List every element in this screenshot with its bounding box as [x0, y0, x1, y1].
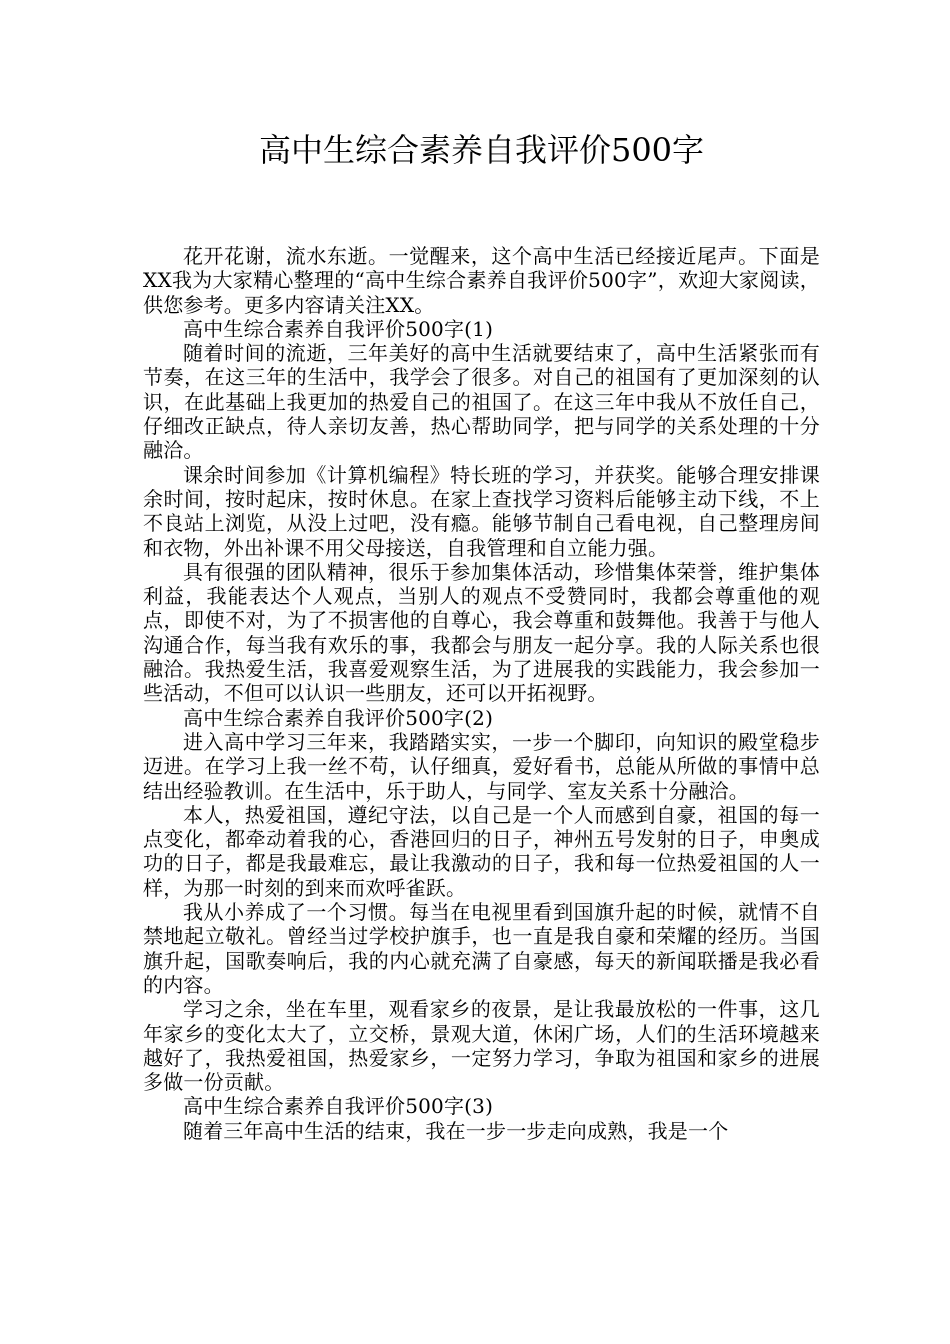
section-heading-3: 高中生综合素养自我评价500字(3) [183, 1094, 494, 1119]
body-paragraph: 课余时间参加《计算机编程》特长班的学习，并获奖。能够合理安排课余时间，按时起床，按时休息。在家上查找学习资料后能够主动下线，不上不良站上浏览，从没上过吧，没有瘾。能够节制自己看电视，自己整理房间和衣物，外出补课不用父母接送，自我管理和自立能力强。 [143, 462, 820, 560]
body-paragraph: 随着三年高中生活的结束，我在一步一步走向成熟，我是一个 [183, 1118, 729, 1143]
section-heading-2: 高中生综合素养自我评价500字(2) [183, 705, 494, 730]
body-paragraph: 随着时间的流逝，三年美好的高中生活就要结束了，高中生活紧张而有节奏，在这三年的生活中，我学会了很多。对自己的祖国有了更加深刻的认识，在此基础上我更加的热爱自己的祖国了。在这三年中我从不放任自己，仔细改正缺点，待人亲切友善，热心帮助同学，把与同学的关系处理的十分融洽。 [143, 341, 820, 463]
body-paragraph: 本人，热爱祖国，遵纪守法，以自己是一个人而感到自豪，祖国的每一点变化，都牵动着我的心，香港回归的日子，神州五号发射的日子，申奥成功的日子，都是我最难忘，最让我激动的日子，我和每一位热爱祖国的人一样，为那一时刻的到来而欢呼雀跃。 [143, 802, 820, 900]
section-heading-1: 高中生综合素养自我评价500字(1) [183, 316, 494, 341]
body-paragraph: 具有很强的团队精神，很乐于参加集体活动，珍惜集体荣誉，维护集体利益，我能表达个人观点，当别人的观点不受赞同时，我都会尊重他的观点，即使不对，为了不损害他的自尊心，我会尊重和鼓舞他。我善于与他人沟通合作，每当我有欢乐的事，我都会与朋友一起分享。我的人际关系也很融洽。我热爱生活，我喜爱观察生活，为了进展我的实践能力，我会参加一些活动，不但可以认识一些朋友，还可以开拓视野。 [143, 559, 820, 706]
body-paragraph: 我从小养成了一个习惯。每当在电视里看到国旗升起的时候，就情不自禁地起立敬礼。曾经当过学校护旗手，也一直是我自豪和荣耀的经历。当国旗升起，国歌奏响后，我的内心就充满了自豪感，每天的新闻联播是我必看的内容。 [143, 900, 820, 997]
body-paragraph: 进入高中学习三年来，我踏踏实实，一步一个脚印，向知识的殿堂稳步迈进。在学习上我一丝不苟，认仔细真，爱好看书，总能从所做的事情中总结出经验教训。在生活中，乐于助人，与同学、室友关系十分融洽。 [143, 729, 820, 803]
document-body [143, 244, 820, 1143]
document-title: 高中生综合素养自我评价500字 [258, 131, 705, 169]
body-paragraph: 学习之余，坐在车里，观看家乡的夜景，是让我最放松的一件事，这几年家乡的变化太大了，立交桥，景观大道，休闲广场，人们的生活环境越来越好了，我热爱祖国，热爱家乡，一定努力学习，争取为祖国和家乡的进展多做一份贡献。 [143, 997, 820, 1095]
intro-paragraph: 花开花谢，流水东逝。一觉醒来，这个高中生活已经接近尾声。下面是XX我为大家精心整理的“高中生综合素养自我评价500字”，欢迎大家阅读，供您参考。更多内容请关注XX。 [143, 244, 820, 317]
